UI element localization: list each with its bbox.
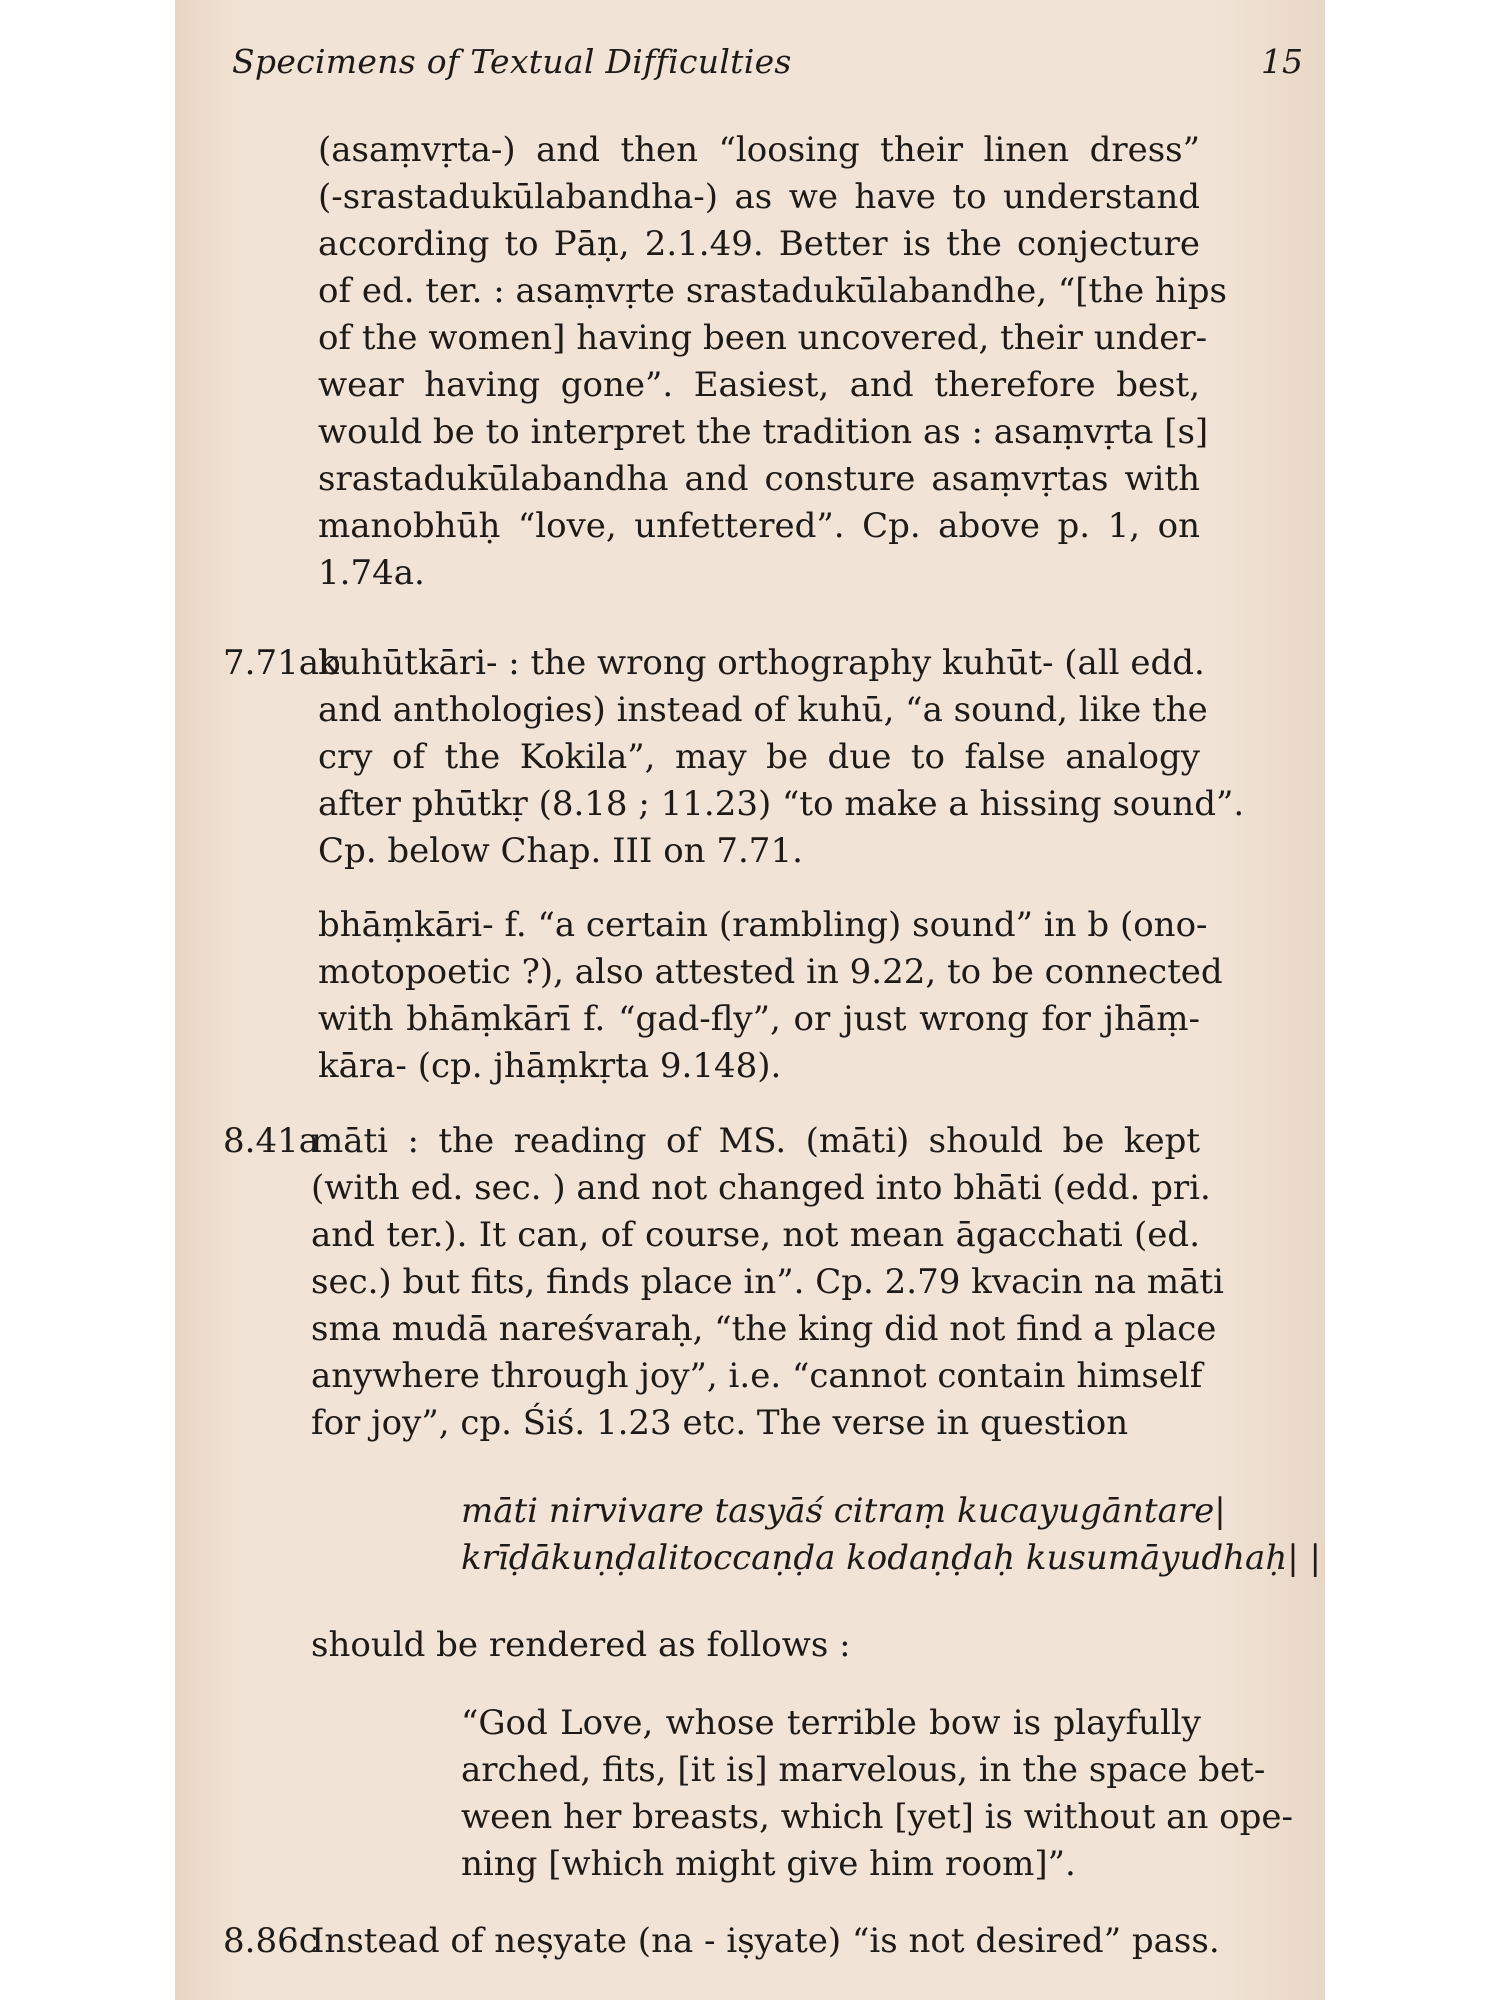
text-line: manobhūḥ “love, unfettered”. Cp. above p. 1, on bbox=[318, 506, 1200, 546]
text-line: kuhūtkāri- : the wrong orthography kuhūt- (all edd. bbox=[318, 643, 1205, 683]
text-line: arched, fits, [it is] marvelous, in the space bet- bbox=[461, 1750, 1266, 1790]
text-line: ning [which might give him room]”. bbox=[461, 1844, 1076, 1884]
text-line: Instead of neṣyate (na - iṣyate) “is not desired” pass. bbox=[311, 1921, 1220, 1961]
entry-771-paragraph-2 bbox=[318, 902, 1223, 1090]
verse-reference-label: 7.71ab bbox=[223, 643, 341, 683]
verse-line: krīḍākuṇḍalitoccaṇḍa kodaṇḍaḥ kusumāyudhaḥ| | bbox=[461, 1538, 1321, 1578]
page-number: 15 bbox=[1261, 42, 1303, 81]
text-line: bhāṃkāri- f. “a certain (rambling) sound” in b (ono- bbox=[318, 905, 1208, 945]
translation-quote bbox=[461, 1700, 1293, 1888]
text-line: kāra- (cp. jhāṃkṛta 9.148). bbox=[318, 1046, 782, 1086]
text-line: and anthologies) instead of kuhū, “a sound, like the bbox=[318, 690, 1208, 730]
text-line: of the women] having been uncovered, their under- bbox=[318, 318, 1208, 358]
text-line: (with ed. sec. ) and not changed into bhāti (edd. pri. bbox=[311, 1168, 1211, 1208]
text-line: wear having gone”. Easiest, and therefore best, bbox=[318, 365, 1200, 405]
text-line: sec.) but fits, finds place in”. Cp. 2.79 kvacin na māti bbox=[311, 1262, 1224, 1302]
running-header-title: Specimens of Textual Difficulties bbox=[232, 42, 792, 81]
verse-reference-label: 8.86c bbox=[223, 1921, 318, 1961]
sanskrit-verse bbox=[461, 1488, 1321, 1582]
text-line: after phūtkṛ (8.18 ; 11.23) “to make a hissing sound”. bbox=[318, 784, 1245, 824]
text-line: māti : the reading of MS. (māti) should be kept bbox=[311, 1121, 1200, 1161]
text-line: “God Love, whose terrible bow is playfully bbox=[461, 1703, 1201, 1743]
text-line: for joy”, cp. Śiś. 1.23 etc. The verse in question bbox=[311, 1403, 1129, 1443]
text-line: sma mudā nareśvaraḥ, “the king did not find a place bbox=[311, 1309, 1217, 1349]
continuation-paragraph bbox=[318, 127, 1227, 597]
book-page bbox=[175, 0, 1325, 2000]
verse-reference-label: 8.41a bbox=[223, 1121, 319, 1161]
text-line: (asaṃvṛta-) and then “loosing their linen dress” bbox=[318, 130, 1200, 170]
text-line: anywhere through joy”, i.e. “cannot contain himself bbox=[311, 1356, 1203, 1396]
text-line: with bhāṃkārī f. “gad-fly”, or just wrong for jhāṃ- bbox=[318, 999, 1200, 1039]
rendered-intro bbox=[311, 1622, 1200, 1669]
text-line: cry of the Kokila”, may be due to false analogy bbox=[318, 737, 1200, 777]
text-line: according to Pāṇ, 2.1.49. Better is the conjecture bbox=[318, 224, 1200, 264]
text-line: motopoetic ?), also attested in 9.22, to be connected bbox=[318, 952, 1223, 992]
text-line: ween her breasts, which [yet] is without an ope- bbox=[461, 1797, 1293, 1837]
text-line: would be to interpret the tradition as : asaṃvṛta [s] bbox=[318, 412, 1209, 452]
text-line: Cp. below Chap. III on 7.71. bbox=[318, 831, 803, 871]
text-line: 1.74a. bbox=[318, 553, 425, 593]
entry-771-paragraph-1 bbox=[318, 640, 1245, 875]
entry-841-paragraph bbox=[311, 1118, 1224, 1447]
text-line: and ter.). It can, of course, not mean āgacchati (ed. bbox=[311, 1215, 1200, 1255]
verse-line: māti nirvivare tasyāś citraṃ kucayugāntare| bbox=[461, 1491, 1226, 1531]
text-line: should be rendered as follows : bbox=[311, 1625, 851, 1665]
entry-886-line bbox=[311, 1918, 1220, 1965]
text-line: srastadukūlabandha and consture asaṃvṛtas with bbox=[318, 459, 1200, 499]
text-line: (-srastadukūlabandha-) as we have to understand bbox=[318, 177, 1200, 217]
text-line: of ed. ter. : asaṃvṛte srastadukūlabandhe, “[the hips bbox=[318, 271, 1227, 311]
